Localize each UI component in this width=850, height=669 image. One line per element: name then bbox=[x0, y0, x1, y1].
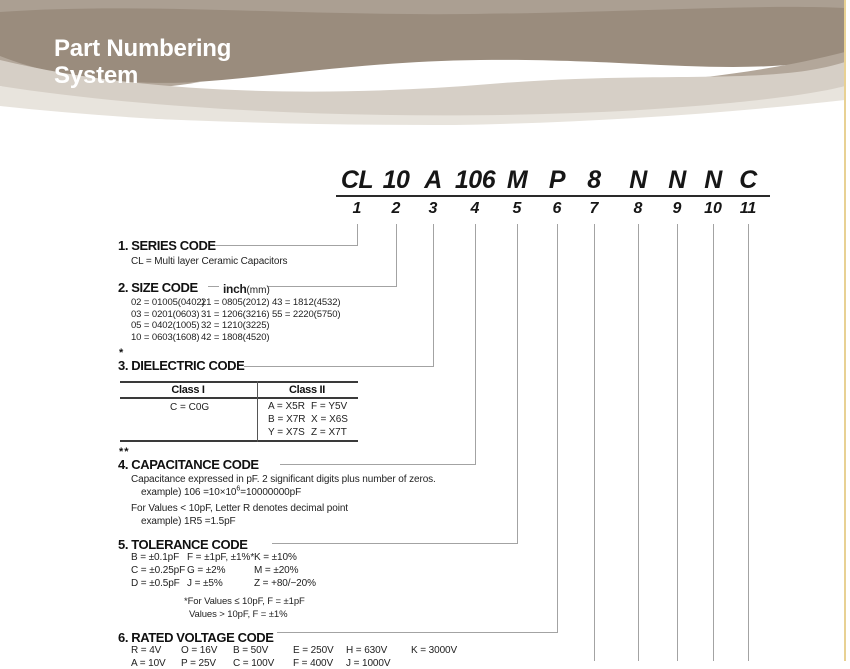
pn-position-10: 10 bbox=[704, 200, 722, 217]
size-code-col3 bbox=[272, 297, 341, 320]
pn-position-4: 4 bbox=[470, 200, 480, 217]
pn-code-6: P bbox=[548, 166, 566, 194]
voltage-entry-partial: C = 100V bbox=[233, 658, 275, 669]
voltage-entry-b: B = 50V bbox=[233, 645, 269, 656]
capacitance-example1-sup: 6 bbox=[236, 485, 241, 493]
tolerance-footnote2: Values > 10pF, F = ±1% bbox=[189, 609, 288, 620]
tolerance-entry: F = ±1pF, ±1%* bbox=[187, 552, 255, 563]
connector-hleg-6 bbox=[277, 632, 557, 633]
voltage-entry-partial: A = 10V bbox=[131, 658, 166, 669]
pn-code-4: 106 bbox=[454, 166, 496, 194]
connector-hleg-5 bbox=[272, 543, 517, 544]
connector-vline-10 bbox=[713, 224, 714, 661]
size-code-dash bbox=[208, 286, 219, 287]
series-code-title: 1. SERIES CODE bbox=[118, 238, 216, 253]
voltage-entry-k: K = 3000V bbox=[411, 645, 458, 656]
pn-position-2: 2 bbox=[391, 200, 401, 217]
size-unit-inch: inch bbox=[223, 282, 247, 296]
size-code-unit bbox=[223, 280, 270, 298]
size-code-col2 bbox=[201, 297, 270, 343]
connector-vline-9 bbox=[677, 224, 678, 661]
tolerance-entry: M = ±20% bbox=[254, 565, 299, 576]
pn-code-5: M bbox=[506, 166, 528, 194]
pn-position-3: 3 bbox=[428, 200, 438, 217]
capacitance-example2: example) 1R5 =1.5pF bbox=[141, 516, 236, 527]
pn-position-11: 11 bbox=[739, 200, 757, 217]
connector-vline-6 bbox=[557, 224, 558, 633]
pn-code-11: C bbox=[739, 166, 757, 194]
class2-x: X = X6S bbox=[311, 414, 348, 425]
size-code-title: 2. SIZE CODE bbox=[118, 280, 198, 295]
right-edge-accent-line bbox=[844, 0, 846, 661]
voltage-entry-r: R = 4V bbox=[131, 645, 162, 656]
pn-code-10: N bbox=[704, 166, 722, 194]
size-entry: 10 = 0603(1608) bbox=[131, 331, 200, 343]
pn-position-9: 9 bbox=[672, 200, 682, 217]
pn-code-3: A bbox=[424, 166, 442, 194]
tolerance-entry: K = ±10% bbox=[254, 552, 297, 563]
pn-position-1: 1 bbox=[352, 200, 362, 217]
table-header-border bbox=[120, 397, 358, 399]
pn-code-1: CL bbox=[340, 166, 374, 194]
pn-position-5: 5 bbox=[512, 200, 522, 217]
size-entry: 32 = 1210(3225) bbox=[201, 320, 270, 331]
pn-position-8: 8 bbox=[633, 200, 643, 217]
dielectric-code-title: 3. DIELECTRIC CODE bbox=[118, 358, 245, 373]
voltage-entry-partial: J = 1000V bbox=[346, 658, 391, 669]
capacitance-line2: For Values < 10pF, Letter R denotes decimal point bbox=[131, 503, 348, 514]
connector-vline-7 bbox=[594, 224, 595, 661]
series-code-body: CL = Multi layer Ceramic Capacitors bbox=[131, 256, 288, 267]
connector-vline-2 bbox=[396, 224, 397, 287]
voltage-entry-partial: F = 400V bbox=[293, 658, 334, 669]
size-entry: 05 = 0402(1005) bbox=[131, 320, 200, 331]
class1-header: Class I bbox=[171, 384, 205, 396]
class2-a: A = X5R bbox=[268, 401, 305, 412]
connector-vline-5 bbox=[517, 224, 518, 544]
connector-hleg-1 bbox=[215, 245, 357, 246]
connector-vline-4 bbox=[475, 224, 476, 465]
class2-y: Y = X7S bbox=[268, 427, 305, 438]
pn-code-2: 10 bbox=[382, 166, 410, 194]
page-title-line2: System bbox=[54, 62, 139, 89]
tolerance-entry: C = ±0.25pF bbox=[131, 565, 186, 576]
dielectric-star: * bbox=[119, 347, 125, 359]
size-entry: 55 = 2220(5750) bbox=[272, 308, 341, 320]
tolerance-entry: G = ±2% bbox=[187, 565, 226, 576]
capacitance-code-title: 4. CAPACITANCE CODE bbox=[118, 457, 259, 472]
class1-value: C = C0G bbox=[170, 402, 210, 413]
size-code-col1 bbox=[131, 297, 205, 343]
page-header-banner bbox=[0, 0, 845, 135]
connector-hleg-3 bbox=[244, 366, 433, 367]
pn-position-7: 7 bbox=[589, 200, 599, 217]
class2-z: Z = X7T bbox=[311, 427, 347, 438]
voltage-code-title: 6. RATED VOLTAGE CODE bbox=[118, 630, 274, 645]
connector-vline-8 bbox=[638, 224, 639, 661]
part-number-underline bbox=[336, 195, 770, 197]
page-title bbox=[54, 35, 231, 89]
tolerance-entry: D = ±0.5pF bbox=[131, 578, 180, 589]
dielectric-table bbox=[120, 381, 358, 442]
tolerance-entry: B = ±0.1pF bbox=[131, 552, 180, 563]
class2-b: B = X7R bbox=[268, 414, 306, 425]
voltage-entry-e: E = 250V bbox=[293, 645, 334, 656]
tolerance-footnote1: *For Values ≤ 10pF, F = ±1pF bbox=[184, 596, 305, 607]
voltage-entry-o: O = 16V bbox=[181, 645, 218, 656]
capacitance-line1: Capacitance expressed in pF. 2 significant digits plus number of zeros. bbox=[131, 474, 436, 485]
class2-header: Class II bbox=[288, 384, 326, 396]
connector-vline-11 bbox=[748, 224, 749, 661]
pn-code-9: N bbox=[668, 166, 686, 194]
size-entry: 03 = 0201(0603) bbox=[131, 308, 200, 320]
capacitance-example1-pre: example) 106 =10×10 bbox=[141, 487, 237, 498]
voltage-entry-h: H = 630V bbox=[346, 645, 388, 656]
table-bottom-border bbox=[120, 440, 358, 442]
tolerance-col3 bbox=[254, 551, 316, 590]
connector-hleg-4 bbox=[280, 464, 475, 465]
size-entry: 02 = 01005(0402) bbox=[131, 297, 205, 308]
tolerance-code-title: 5. TOLERANCE CODE bbox=[118, 537, 248, 552]
capacitance-example1-post: =10000000pF bbox=[240, 487, 302, 498]
pn-code-7: 8 bbox=[587, 166, 601, 194]
page-title-line1: Part Numbering bbox=[54, 35, 232, 62]
pn-code-8: N bbox=[629, 166, 647, 194]
size-entry: 31 = 1206(3216) bbox=[201, 308, 270, 320]
tolerance-entry: J = ±5% bbox=[187, 578, 223, 589]
table-top-border bbox=[120, 381, 358, 383]
size-unit-mm: (mm) bbox=[246, 285, 270, 296]
voltage-entry-partial: P = 25V bbox=[181, 658, 216, 669]
tolerance-col1 bbox=[131, 551, 185, 590]
class2-f: F = Y5V bbox=[311, 401, 348, 412]
table-column-divider bbox=[257, 381, 258, 442]
size-entry: 21 = 0805(2012) bbox=[201, 297, 270, 308]
capacitance-example1 bbox=[141, 487, 301, 498]
size-entry: 42 = 1808(4520) bbox=[201, 331, 270, 343]
connector-vline-3 bbox=[433, 224, 434, 367]
connector-hleg-2 bbox=[268, 286, 396, 287]
tolerance-entry: Z = +80/−20% bbox=[254, 578, 316, 589]
pn-position-6: 6 bbox=[552, 200, 562, 217]
capacitance-stars: ** bbox=[119, 446, 130, 458]
size-entry: 43 = 1812(4532) bbox=[272, 297, 341, 308]
tolerance-col2 bbox=[187, 551, 254, 590]
connector-vline-1 bbox=[357, 224, 358, 246]
